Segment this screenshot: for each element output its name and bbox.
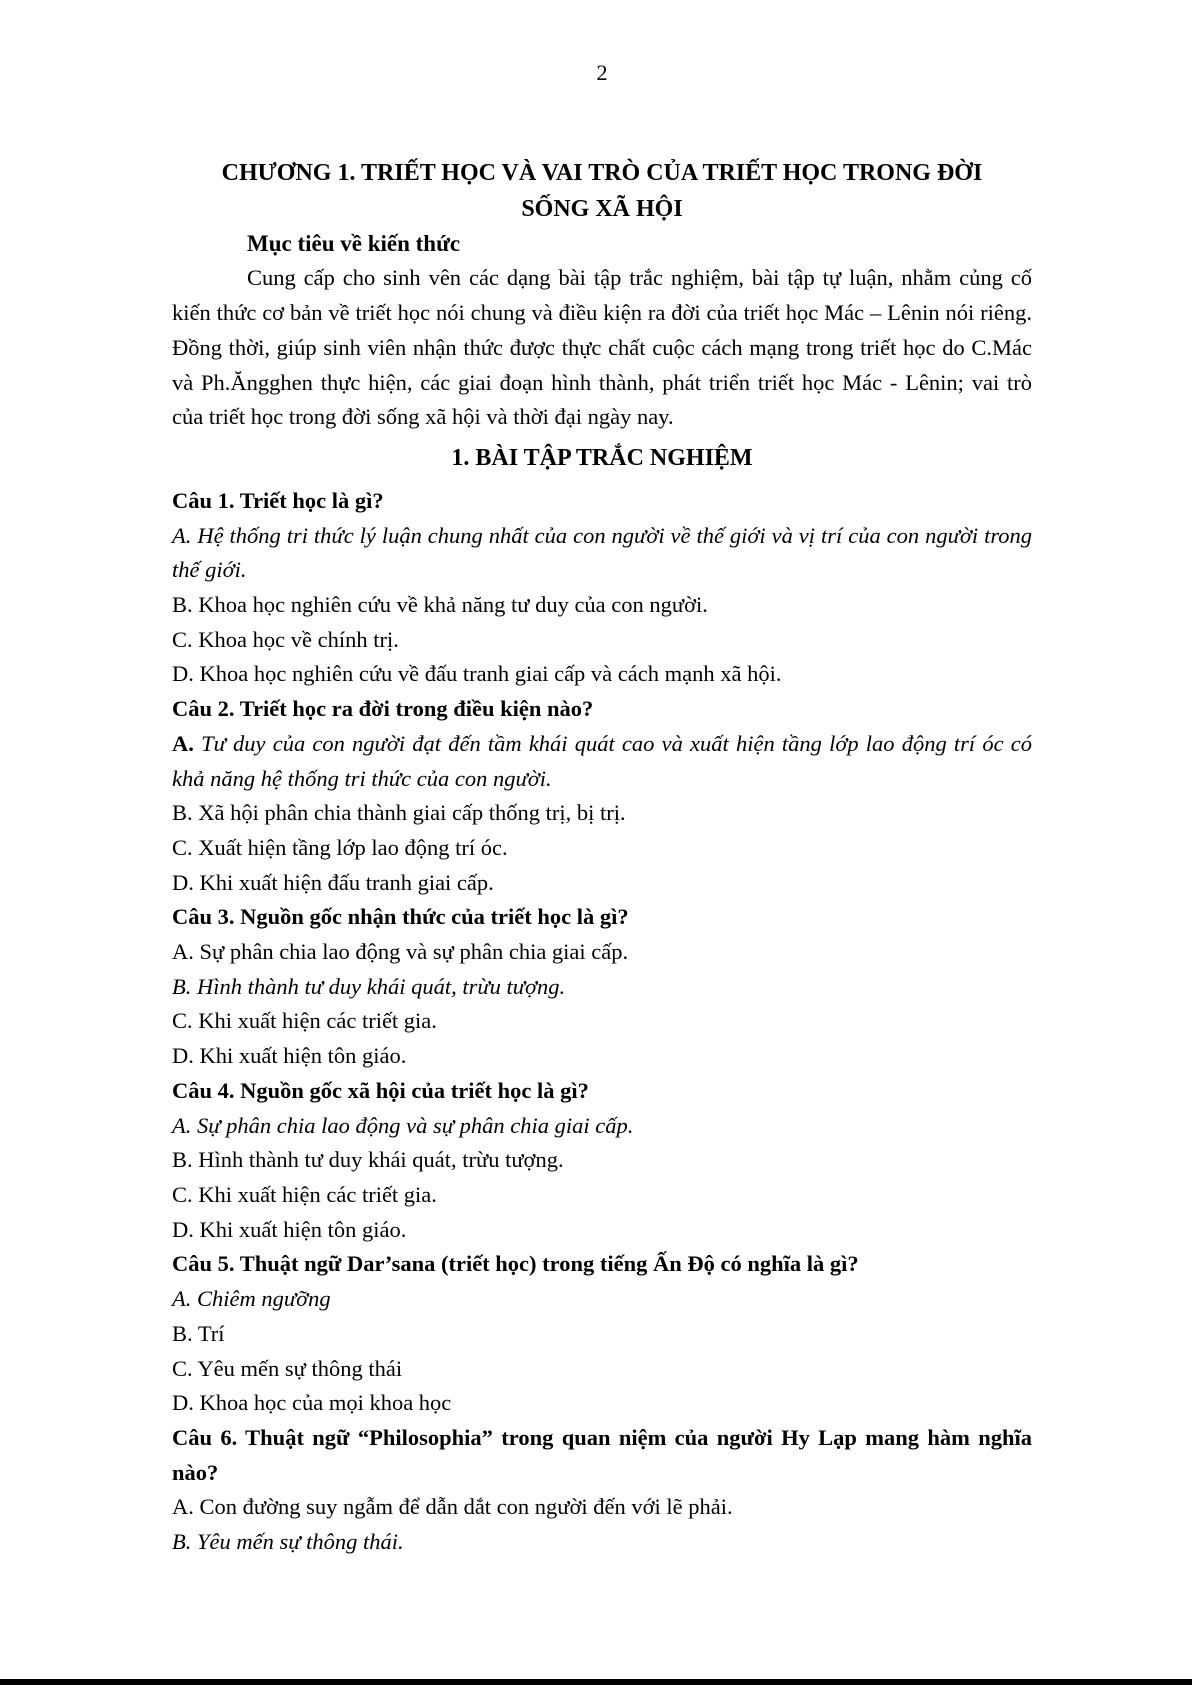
answer-option-d [172, 657, 1032, 692]
option-text: Con đường suy ngẫm để dẫn dắt con người đến với lẽ phải. [199, 1494, 733, 1520]
option-label: D. [172, 1216, 200, 1242]
question-3 [172, 900, 1032, 1074]
option-text: Xã hội phân chia thành giai cấp thống trị, bị trị. [198, 800, 626, 826]
question-heading: Câu 2. Triết học ra đời trong điều kiện nào? [172, 696, 594, 722]
option-text: Yêu mến sự thông thái [197, 1355, 403, 1381]
option-label: C. [172, 626, 199, 652]
option-label: C. [172, 834, 199, 860]
option-text: Sự phân chia lao động và sự phân chia giai cấp. [197, 1112, 634, 1138]
option-text: Tư duy của con người đạt đến tầm khái quát cao và xuất hiện tầng lớp lao động trí óc có khả năng hệ thống tri thức của con người. [172, 730, 1032, 791]
option-text: Khi xuất hiện đấu tranh giai cấp. [199, 869, 494, 895]
answer-option-c [172, 1004, 1032, 1039]
option-text: Khoa học của mọi khoa học [199, 1390, 452, 1416]
answer-option-d [172, 1386, 1032, 1421]
option-label: C. [172, 1181, 199, 1207]
question-heading: Câu 4. Nguồn gốc xã hội của triết học là gì? [172, 1077, 589, 1103]
option-label: B. [172, 1147, 199, 1173]
option-label: A. [172, 1494, 200, 1520]
question-6 [172, 1421, 1032, 1560]
answer-option-b [172, 588, 1032, 623]
option-label: D. [172, 1390, 200, 1416]
answer-option-d [172, 1213, 1032, 1248]
option-text: Hình thành tư duy khái quát, trừu tượng. [198, 1147, 564, 1173]
option-label: B. [172, 1320, 198, 1346]
answer-option-b [172, 970, 1032, 1005]
option-label: C. [172, 1008, 199, 1034]
chapter-title-line-1: CHƯƠNG 1. TRIẾT HỌC VÀ VAI TRÒ CỦA TRIẾT HỌC TRONG ĐỜI [221, 159, 983, 186]
answer-option-d [172, 866, 1032, 901]
question-list [172, 484, 1032, 1560]
option-label: A. [172, 730, 202, 756]
question-heading: Câu 1. Triết học là gì? [172, 487, 384, 513]
answer-option-c [172, 831, 1032, 866]
option-text: Trí [197, 1320, 225, 1346]
option-label: C. [172, 1355, 198, 1381]
answer-option-a [172, 727, 1032, 796]
objective-heading: Mục tiêu về kiến thức [247, 230, 461, 256]
answer-option-a [172, 1109, 1032, 1144]
option-text: Yêu mến sự thông thái. [197, 1529, 404, 1555]
option-label: A. [172, 1112, 197, 1138]
answer-option-a [172, 1282, 1032, 1317]
option-text: Khi xuất hiện tôn giáo. [199, 1043, 407, 1069]
option-text: Khoa học về chính trị. [198, 626, 399, 652]
chapter-title [172, 155, 1032, 227]
option-text: Khi xuất hiện các triết gia. [198, 1181, 437, 1207]
option-label: B. [172, 1529, 197, 1555]
question-2 [172, 692, 1032, 900]
option-text: Khi xuất hiện các triết gia. [198, 1008, 437, 1034]
option-text: Xuất hiện tầng lớp lao động trí óc. [198, 834, 508, 860]
chapter-title-line-2: SỐNG XÃ HỘI [521, 195, 683, 222]
answer-option-b [172, 1525, 1032, 1560]
question-heading: Câu 6. Thuật ngữ “Philosophia” trong quan niệm của người Hy Lạp mang hàm nghĩa nào? [172, 1424, 1032, 1485]
option-label: A. [172, 1286, 197, 1312]
answer-option-b [172, 796, 1032, 831]
answer-option-a [172, 935, 1032, 970]
answer-option-b [172, 1317, 1032, 1352]
option-label: B. [172, 800, 199, 826]
option-label: D. [172, 869, 200, 895]
option-text: Hệ thống tri thức lý luận chung nhất của con người về thế giới và vị trí của con người trong thế giới. [172, 522, 1032, 583]
question-heading: Câu 5. Thuật ngữ Dar’sana (triết học) trong tiếng Ấn Độ có nghĩa là gì? [172, 1251, 859, 1277]
answer-option-c [172, 1352, 1032, 1387]
option-text: Khoa học nghiên cứu về khả năng tư duy của con người. [198, 592, 708, 618]
answer-option-c [172, 1178, 1032, 1213]
question-4 [172, 1074, 1032, 1248]
question-5 [172, 1247, 1032, 1421]
answer-option-a [172, 1490, 1032, 1525]
option-text: Khoa học nghiên cứu về đấu tranh giai cấp và cách mạnh xã hội. [199, 661, 782, 687]
question-heading: Câu 3. Nguồn gốc nhận thức của triết học là gì? [172, 904, 629, 930]
question-1 [172, 484, 1032, 692]
option-text: Hình thành tư duy khái quát, trừu tượng. [197, 973, 566, 999]
option-label: A. [172, 939, 200, 965]
option-text: Khi xuất hiện tôn giáo. [199, 1216, 407, 1242]
answer-option-d [172, 1039, 1032, 1074]
option-text: Sự phân chia lao động và sự phân chia giai cấp. [199, 939, 629, 965]
quiz-section-title: 1. BÀI TẬP TRẮC NGHIỆM [451, 444, 753, 471]
answer-option-a [172, 519, 1032, 588]
option-label: A. [172, 522, 198, 548]
answer-option-b [172, 1143, 1032, 1178]
option-label: B. [172, 973, 197, 999]
page-number: 2 [596, 60, 608, 85]
answer-option-c [172, 623, 1032, 658]
option-label: D. [172, 661, 200, 687]
option-text: Chiêm ngưỡng [197, 1286, 331, 1312]
option-label: D. [172, 1043, 200, 1069]
bottom-border-bar [0, 1679, 1192, 1685]
option-label: B. [172, 592, 199, 618]
objective-paragraph: Cung cấp cho sinh vên các dạng bài tập trắc nghiệm, bài tập tự luận, nhằm củng cố kiến thức cơ bản về triết học nói chung và điều kiện ra đời của triết học Mác – Lênin nói riêng. Đồng thời, giúp sinh viên nhận thức được thực chất cuộc cách mạng trong triết học do C.Mác và Ph.Ăngghen thực hiện, các giai đoạn hình thành, phát triển triết học Mác - Lênin; vai trò của triết học trong đời sống xã hội và thời đại ngày nay. [172, 265, 1032, 430]
